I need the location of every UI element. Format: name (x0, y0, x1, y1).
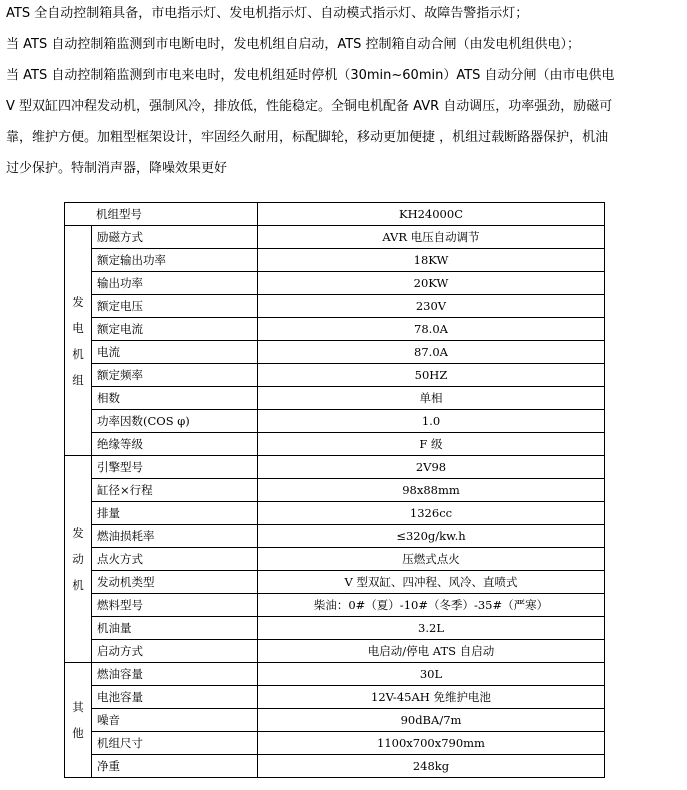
group-char: 其 (72, 700, 84, 714)
spec-value: 87.0A (258, 341, 605, 364)
spec-value: 98x88mm (258, 479, 605, 502)
spec-label: 相数 (92, 387, 258, 410)
table-row (65, 617, 605, 640)
spec-value: 230V (258, 295, 605, 318)
table-row (65, 709, 605, 732)
table-row-header (65, 203, 605, 226)
group-char: 电 (72, 320, 84, 335)
table-row (65, 364, 605, 387)
spec-value: AVR 电压自动调节 (258, 226, 605, 249)
spec-label: 电流 (92, 341, 258, 364)
table-row (65, 663, 605, 686)
spec-label: 机油量 (92, 617, 258, 640)
spec-value: V 型双缸、四冲程、风冷、直喷式 (258, 571, 605, 594)
intro-line-5: 靠，维护方便。加粗型框架设计，牢固经久耐用，标配脚轮，移动更加便捷 ，机组过载断路器保护，机油 (6, 130, 609, 145)
spec-value: 3.2L (258, 617, 605, 640)
spec-label: 噪音 (92, 709, 258, 732)
group-char: 机 (72, 346, 84, 361)
group-other-label (65, 663, 92, 778)
spec-label: 额定电压 (92, 295, 258, 318)
spec-value: 单相 (258, 387, 605, 410)
spec-label: 功率因数(COS φ) (92, 410, 258, 433)
model-label: 机组型号 (65, 203, 258, 226)
table-row (65, 571, 605, 594)
spec-value: 电启动/停电 ATS 自启动 (258, 640, 605, 663)
spec-label: 启动方式 (92, 640, 258, 663)
spec-label: 输出功率 (92, 272, 258, 295)
table-row (65, 410, 605, 433)
spec-label: 额定输出功率 (92, 249, 258, 272)
spec-value: 12V-45AH 免维护电池 (258, 686, 605, 709)
table-row (65, 387, 605, 410)
table-row (65, 640, 605, 663)
spec-value: 18KW (258, 249, 605, 272)
table-row (65, 732, 605, 755)
group-char: 发 (72, 526, 84, 540)
spec-label: 绝缘等级 (92, 433, 258, 456)
intro-line-4: V 型双缸四冲程发动机，强制风冷，排放低，性能稳定。全铜电机配备 AVR 自动调压，功率强劲，励磁可 (6, 99, 613, 114)
spec-value: 2V98 (258, 456, 605, 479)
spec-label: 发动机类型 (92, 571, 258, 594)
intro-line-6: 过少保护。特制消声器，降噪效果更好 (6, 161, 228, 176)
spec-value: 30L (258, 663, 605, 686)
intro-line-3: 当 ATS 自动控制箱监测到市电来电时，发电机组延时停机（30min~60min）ATS 自动分闸（由市电供电 (6, 68, 615, 83)
spec-label: 燃料型号 (92, 594, 258, 617)
spec-label: 排量 (92, 502, 258, 525)
spec-table (64, 202, 605, 778)
group-generator-label (65, 226, 92, 456)
table-row (65, 502, 605, 525)
spec-value: 248kg (258, 755, 605, 778)
intro-line-2: 当 ATS 自动控制箱监测到市电断电时，发电机组自启动，ATS 控制箱自动合闸（由发电机组供电）； (6, 37, 581, 52)
spec-label: 缸径×行程 (92, 479, 258, 502)
table-row (65, 594, 605, 617)
spec-label: 燃油损耗率 (92, 525, 258, 548)
table-row (65, 479, 605, 502)
spec-label: 机组尺寸 (92, 732, 258, 755)
spec-label: 额定频率 (92, 364, 258, 387)
spec-label: 引擎型号 (92, 456, 258, 479)
spec-value: 柴油：0#（夏）-10#（冬季）-35#（严寒） (258, 594, 605, 617)
table-row (65, 295, 605, 318)
spec-value: 1100x700x790mm (258, 732, 605, 755)
table-row (65, 272, 605, 295)
spec-value: 1326cc (258, 502, 605, 525)
model-value: KH24000C (258, 203, 605, 226)
table-row (65, 433, 605, 456)
spec-value: 1.0 (258, 410, 605, 433)
table-row (65, 318, 605, 341)
spec-label: 点火方式 (92, 548, 258, 571)
group-char: 机 (72, 578, 84, 592)
spec-value: 90dBA/7m (258, 709, 605, 732)
group-char: 组 (72, 372, 84, 387)
spec-value: 50HZ (258, 364, 605, 387)
table-row (65, 686, 605, 709)
group-char: 他 (72, 726, 84, 740)
table-row (65, 525, 605, 548)
table-row (65, 548, 605, 571)
spec-label: 额定电流 (92, 318, 258, 341)
spec-value: 78.0A (258, 318, 605, 341)
spec-value: F 级 (258, 433, 605, 456)
spec-label: 电池容量 (92, 686, 258, 709)
table-row (65, 249, 605, 272)
intro-line-1: ATS 全自动控制箱具备，市电指示灯、发电机指示灯、自动模式指示灯、故障告警指示灯； (6, 6, 529, 21)
spec-value: 压燃式点火 (258, 548, 605, 571)
table-row (65, 755, 605, 778)
group-engine-label (65, 456, 92, 663)
spec-value: 20KW (258, 272, 605, 295)
group-char: 发 (72, 294, 84, 309)
spec-label: 燃油容量 (92, 663, 258, 686)
table-row (65, 456, 605, 479)
spec-label: 励磁方式 (92, 226, 258, 249)
spec-value: ≤320g/kw.h (258, 525, 605, 548)
table-row (65, 226, 605, 249)
group-char: 动 (72, 552, 84, 566)
spec-label: 净重 (92, 755, 258, 778)
table-row (65, 341, 605, 364)
